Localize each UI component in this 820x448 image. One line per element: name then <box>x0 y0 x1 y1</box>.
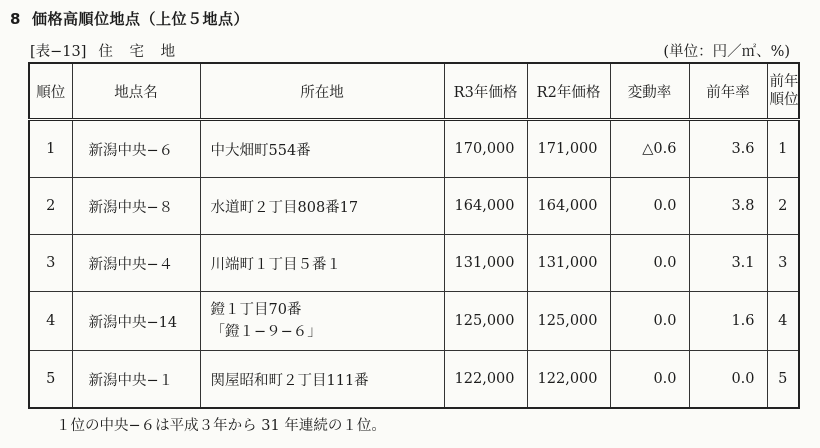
cell-r2-price: 125,000 <box>527 292 610 351</box>
cell-r3-price: 125,000 <box>444 292 527 351</box>
cell-rank: 3 <box>29 235 72 292</box>
cell-r2-price: 122,000 <box>527 351 610 409</box>
cell-rank: 1 <box>29 120 72 178</box>
cell-r3-price: 122,000 <box>444 351 527 409</box>
cell-rank: 4 <box>29 292 72 351</box>
cell-r2-price: 164,000 <box>527 178 610 235</box>
header-row <box>29 63 799 120</box>
cell-prev-rank: 3 <box>767 235 799 292</box>
cell-location-line1: 中大畑町554番 <box>210 142 311 159</box>
cell-prev-rate: 3.6 <box>689 120 767 178</box>
cell-location <box>200 235 444 292</box>
cell-r3-price: 131,000 <box>444 235 527 292</box>
cell-prev-rate: 0.0 <box>689 351 767 409</box>
unit-label: (単位：円／㎡、%) <box>663 44 790 60</box>
cell-r2-price: 131,000 <box>527 235 610 292</box>
table-category: 住 宅 地 <box>98 44 182 60</box>
cell-rank: 5 <box>29 351 72 409</box>
header-r2-price: R2年価格 <box>527 63 610 120</box>
cell-change-rate: 0.0 <box>610 292 689 351</box>
header-change-rate: 変動率 <box>610 63 689 120</box>
table-number: [表−13] <box>30 44 87 60</box>
header-prev-rank-line1: 前年 <box>769 74 799 90</box>
cell-point-name: 新潟中央−14 <box>72 292 200 351</box>
header-location: 所在地 <box>200 63 444 120</box>
cell-prev-rate: 3.1 <box>689 235 767 292</box>
cell-location-line1: 関屋昭和町２丁目111番 <box>210 372 369 389</box>
cell-location <box>200 292 444 351</box>
section-heading <box>10 8 249 29</box>
cell-location <box>200 178 444 235</box>
cell-point-name: 新潟中央−４ <box>72 235 200 292</box>
footnote: １位の中央−６は平成３年から 31 年連続の１位。 <box>56 418 386 434</box>
cell-change-rate: △0.6 <box>610 120 689 178</box>
cell-location <box>200 120 444 178</box>
price-ranking-table <box>28 62 800 409</box>
table-row <box>29 120 799 178</box>
cell-prev-rank: 1 <box>767 120 799 178</box>
cell-location-line1: 鐙１丁目70番 <box>210 302 302 318</box>
cell-change-rate: 0.0 <box>610 178 689 235</box>
table-row <box>29 351 799 409</box>
cell-point-name: 新潟中央−１ <box>72 351 200 409</box>
cell-location-line1: 水道町２丁目808番17 <box>210 199 359 216</box>
cell-point-name: 新潟中央−８ <box>72 178 200 235</box>
header-prev-rank-line2: 順位 <box>769 92 799 108</box>
cell-location-line2: 「鐙１−９−６」 <box>210 324 322 340</box>
table-row <box>29 235 799 292</box>
table-row <box>29 178 799 235</box>
cell-prev-rate: 3.8 <box>689 178 767 235</box>
cell-prev-rank: 2 <box>767 178 799 235</box>
cell-r3-price: 164,000 <box>444 178 527 235</box>
section-title: 価格高順位地点（上位５地点） <box>32 10 250 28</box>
cell-rank: 2 <box>29 178 72 235</box>
cell-prev-rank: 4 <box>767 292 799 351</box>
header-rank: 順位 <box>29 63 72 120</box>
table-row <box>29 292 799 351</box>
cell-change-rate: 0.0 <box>610 351 689 409</box>
table-caption <box>30 40 181 61</box>
cell-prev-rank: 5 <box>767 351 799 409</box>
header-prev-rank <box>767 63 799 120</box>
cell-location-line1: 川端町１丁目５番１ <box>210 256 341 273</box>
header-point-name: 地点名 <box>72 63 200 120</box>
cell-prev-rate: 1.6 <box>689 292 767 351</box>
header-r3-price: R3年価格 <box>444 63 527 120</box>
cell-location <box>200 351 444 409</box>
cell-point-name: 新潟中央−６ <box>72 120 200 178</box>
cell-r3-price: 170,000 <box>444 120 527 178</box>
cell-r2-price: 171,000 <box>527 120 610 178</box>
cell-change-rate: 0.0 <box>610 235 689 292</box>
header-prev-rate: 前年率 <box>689 63 767 120</box>
section-number: 8 <box>10 10 21 28</box>
